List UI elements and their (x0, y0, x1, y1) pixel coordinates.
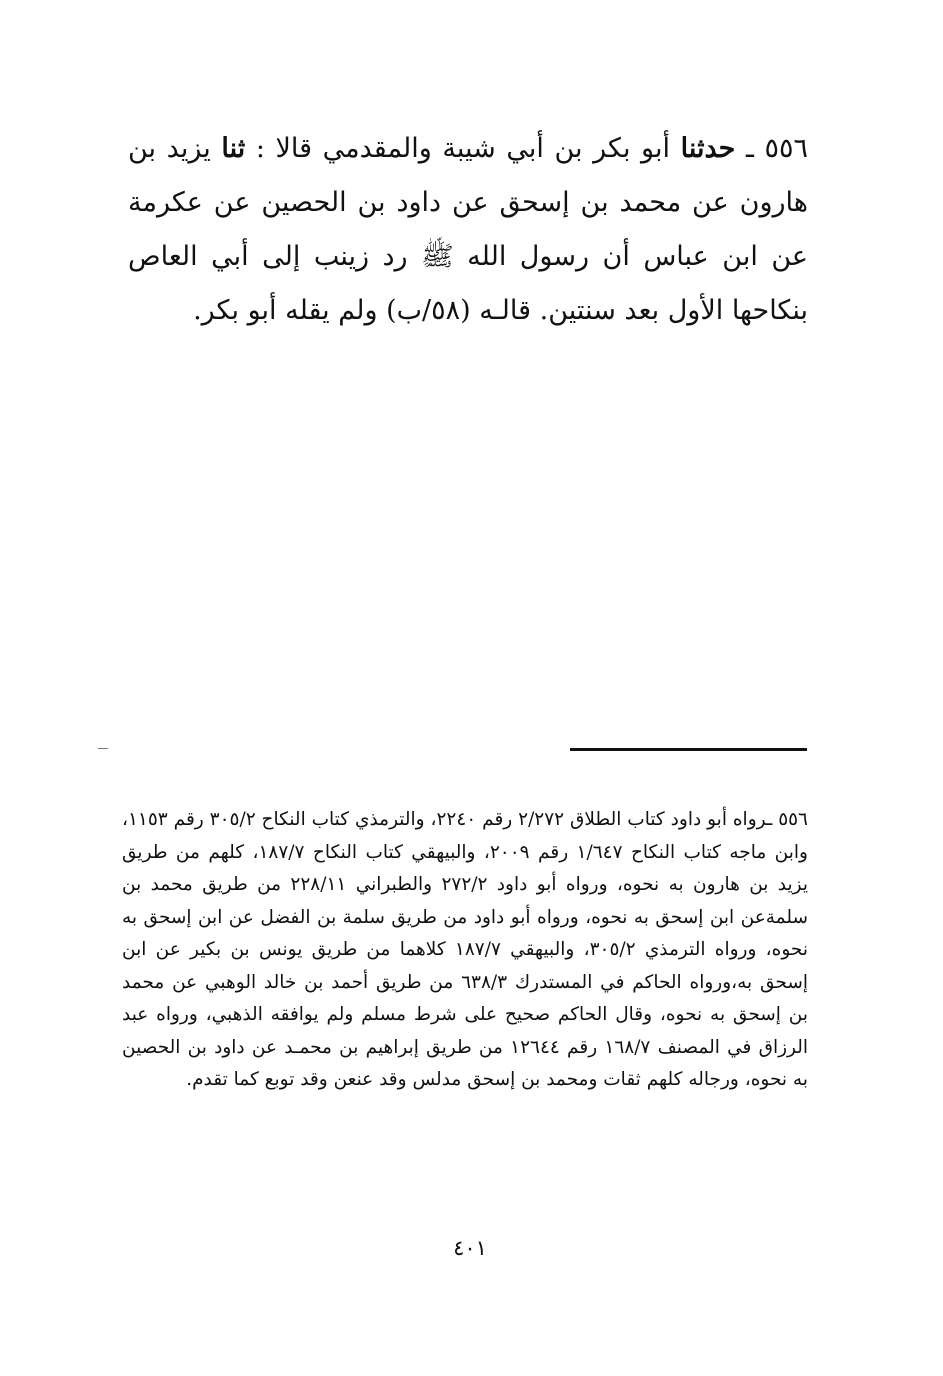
hadith-paragraph (128, 122, 808, 338)
footnotes (122, 804, 808, 1097)
hadith-text-part1: أبو بكر بن أبي شيبة والمقدمي قالا : (255, 133, 671, 164)
hadith-text-part2: يزيد بن هارون عن محمد بن إسحق عن داود بن الحصين عن عكرمة عن ابن عباس أن رسول الله ﷺ رد زينب إلى أبي العاص بنكاحها الأول بعد سنتين. قالـه (٥٨/ب) ولم يقله أبو بكر. (128, 133, 808, 326)
hadith-text (128, 122, 808, 338)
narration-word-2: ثنا (221, 133, 246, 164)
margin-mark (98, 748, 108, 749)
narration-lead-word: حدثنا (680, 133, 736, 164)
footnote-divider (570, 748, 807, 751)
footnote-text: ٥٥٦ ـرواه أبو داود كتاب الطلاق ٢/٢٧٢ رقم ٢٢٤٠، والترمذي كتاب النكاح ٣٠٥/٢ رقم ١١٥٣، وابن ماجه كتاب النكاح ١/٦٤٧ رقم ٢٠٠٩، والبيهقي كتاب النكاح ١٨٧/٧، كلهم من طريق يزيد بن هارون به نحوه، ورواه أبو داود ٢٧٢/٢ والطبراني ٢٢٨/١١ من طريق محمد بن سلمةعن ابن إسحق به نحوه، ورواه أبو داود من طريق سلمة بن الفضل عن ابن إسحق به نحوه، ورواه الترمذي ٣٠٥/٢، والبيهقي ١٨٧/٧ كلاهما من طريق يونس بن بكير عن ابن إسحق به،ورواه الحاكم في المستدرك ٦٣٨/٣ من طريق أحمد بن خالد الوهبي عن محمد بن إسحق به نحوه، وقال الحاكم صحيح على شرط مسلم ولم يوافقه الذهبي، ورواه عبد الرزاق في المصنف ١٦٨/٧ رقم ١٢٦٤٤ من طريق إبراهيم بن محمـد عن داود بن الحصين به نحوه، ورجاله كلهم ثقات ومحمد بن إسحق مدلس وقد عنعن وقد توبع كما تقدم. (122, 809, 808, 1090)
page-number: ٤٠١ (453, 1236, 487, 1260)
hadith-number: ٥٥٦ (764, 133, 808, 164)
hadith-dash: ـ (745, 133, 754, 164)
